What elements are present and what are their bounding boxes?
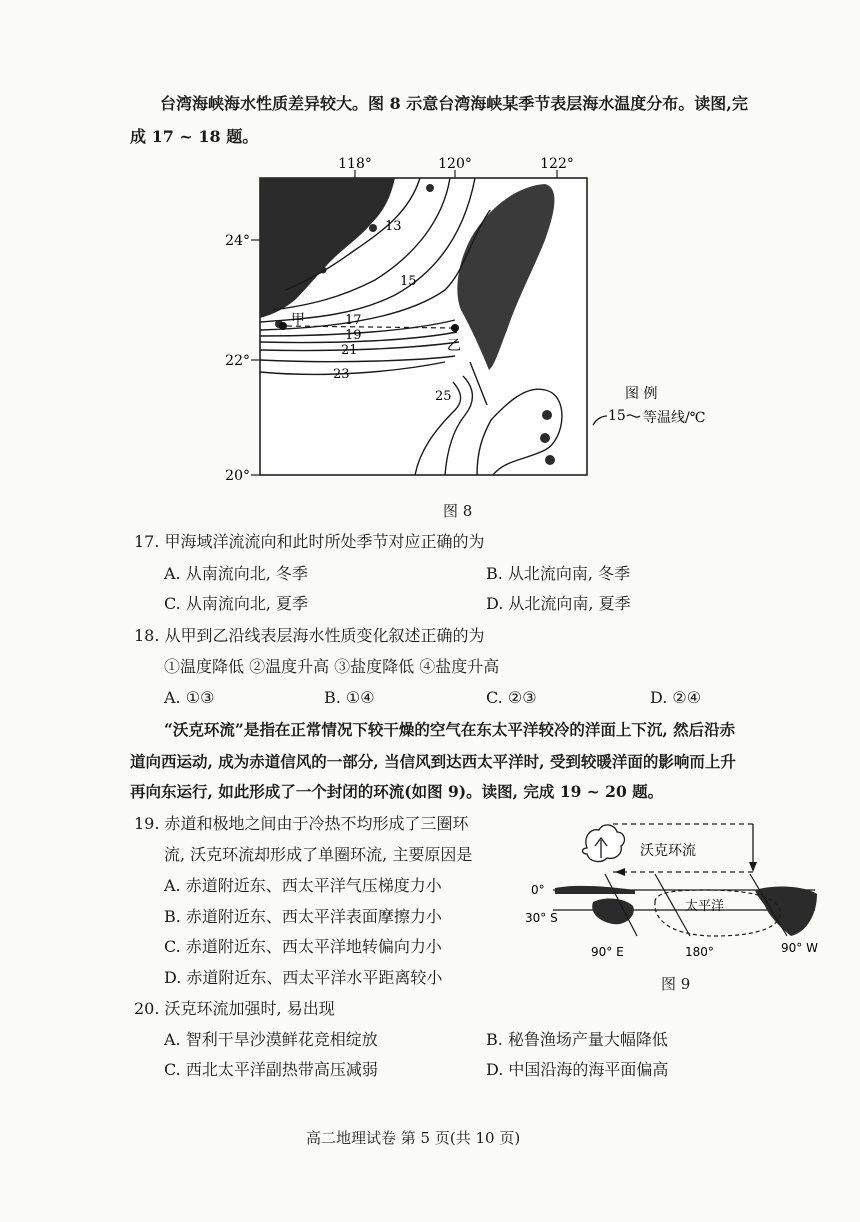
lon-label-180: 180° <box>685 945 714 959</box>
cloud-icon <box>583 825 625 862</box>
q18-stem: 18. 从甲到乙沿线表层海水性质变化叙述正确的为 <box>134 626 485 645</box>
figure-9-walker <box>525 810 825 970</box>
q19-stem-2: 流, 沃克环流却形成了单圈环流, 主要原因是 <box>164 845 473 864</box>
point-yi: 乙 <box>447 338 461 354</box>
south-america <box>755 887 817 936</box>
lon-label-118: 118° <box>338 156 372 172</box>
q17-option-d: D. 从北流向南, 夏季 <box>486 594 631 613</box>
q20-option-b: B. 秘鲁渔场产量大幅降低 <box>486 1030 668 1049</box>
q18-items: ①温度降低 ②温度升高 ③盐度降低 ④盐度升高 <box>164 657 500 676</box>
point-jia: 甲 <box>291 312 305 328</box>
q18-option-a: A. ①③ <box>164 688 215 707</box>
isotherm-25: 25 <box>435 389 452 404</box>
lon-label-90e: 90° E <box>591 945 624 959</box>
q17-stem: 17. 甲海域洋流流向和此时所处季节对应正确的为 <box>134 532 485 551</box>
passage2-line-1: “沃克环流”是指在正常情况下较干燥的空气在东太平洋较冷的洋面上下沉, 然后沿赤 <box>164 720 736 739</box>
q17-option-c: C. 从南流向北, 夏季 <box>164 594 309 613</box>
q18-option-b: B. ①④ <box>324 688 375 707</box>
passage2-line-3: 再向东运行, 如此形成了一个封闭的环流(如图 9)。读图, 完成 19 ~ 20 题。 <box>130 782 664 801</box>
passage2-line-2: 道向西运动, 成为赤道信风的一部分, 当信风到达西太平洋时, 受到较暖洋面的影响而上升 <box>130 752 736 771</box>
isotherm-17: 17 <box>345 313 362 328</box>
q20-option-d: D. 中国沿海的海平面偏高 <box>486 1060 669 1079</box>
legend-text: 等温线/℃ <box>643 410 706 426</box>
q20-option-a: A. 智利干旱沙漠鲜花竞相绽放 <box>164 1030 378 1049</box>
q20-stem: 20. 沃克环流加强时, 易出现 <box>134 999 335 1018</box>
lat-label-0: 0° <box>531 883 545 897</box>
lon-label-90w: 90° W <box>781 941 818 955</box>
q17-option-a: A. 从南流向北, 冬季 <box>164 564 308 583</box>
q19-option-c: C. 赤道附近东、西太平洋地转偏向力小 <box>164 937 442 956</box>
isotherm-23: 23 <box>333 367 350 382</box>
ocean-label: 太平洋 <box>685 899 725 914</box>
q18-option-d: D. ②④ <box>650 688 702 707</box>
q18-option-c: C. ②③ <box>486 688 537 707</box>
q19-option-d: D. 赤道附近东、西太平洋水平距离较小 <box>164 968 443 987</box>
q19-stem-1: 19. 赤道和极地之间由于冷热不均形成了三圈环 <box>134 814 469 833</box>
walker-label: 沃克环流 <box>640 843 696 859</box>
isotherm-13: 13 <box>385 219 402 234</box>
lon-label-122: 122° <box>540 156 574 172</box>
legend-title: 图 例 <box>625 386 658 402</box>
isotherm-19: 19 <box>345 328 362 343</box>
lat-label-24: 24° <box>225 233 250 249</box>
lon-label-120: 120° <box>438 156 472 172</box>
figure-8-caption: 图 8 <box>443 502 473 520</box>
australia <box>592 899 634 925</box>
q19-option-a: A. 赤道附近东、西太平洋气压梯度力小 <box>164 876 442 895</box>
intro-line-2: 成 17 ~ 18 题。 <box>130 127 259 146</box>
isotherm-15: 15 <box>400 274 417 289</box>
page-footer: 高二地理试卷 第 5 页(共 10 页) <box>306 1129 521 1147</box>
legend-value: 15 <box>608 408 626 424</box>
q20-option-c: C. 西北太平洋副热带高压减弱 <box>164 1060 378 1079</box>
q17-option-b: B. 从北流向南, 冬季 <box>486 564 631 583</box>
isotherm-21: 21 <box>341 343 358 358</box>
lat-label-20: 20° <box>225 468 250 484</box>
figure-8-map <box>215 150 745 490</box>
figure-9-caption: 图 9 <box>661 975 691 993</box>
q19-option-b: B. 赤道附近东、西太平洋表面摩擦力小 <box>164 907 442 926</box>
lat-label-30s: 30° S <box>525 911 558 925</box>
intro-line-1: 台湾海峡海水性质差异较大。图 8 示意台湾海峡某季节表层海水温度分布。读图,完 <box>160 94 748 113</box>
lat-label-22: 22° <box>225 353 250 369</box>
